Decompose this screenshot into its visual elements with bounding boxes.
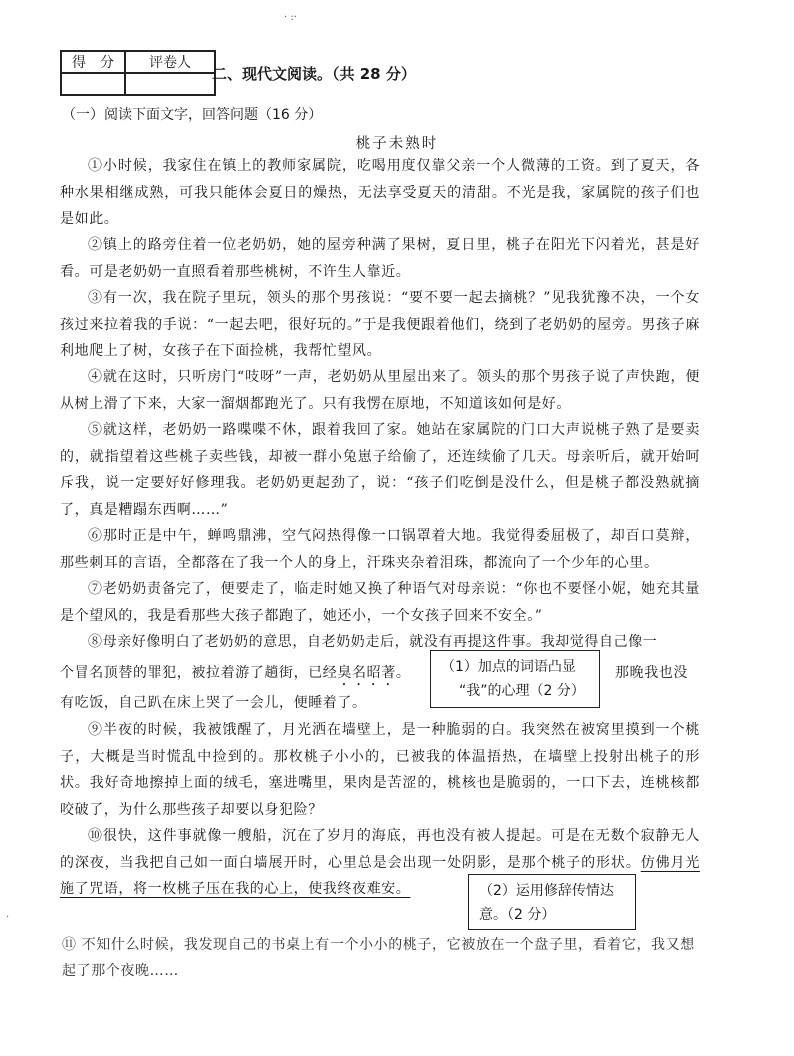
underlined-sentence: 仿佛月光施了咒语，将一枚桃子压在我的心上，使我终夜难安。 [60, 854, 700, 897]
stray-marks: · :· [284, 12, 297, 23]
annotation-box-1 [430, 650, 600, 708]
score-label: 得 分 [61, 51, 125, 73]
score-cell [61, 73, 125, 95]
paragraph-4: ④就在这时，只听房门“吱呀”一声，老奶奶从里屋出来了。领头的那个男孩子说了声快跑，便从树上滑了下来，大家一溜烟都跑光了。只有我愣在原地，不知道该如何是好。 [60, 369, 700, 412]
emphasized-word: 臭名昭著 [337, 664, 396, 681]
score-box [60, 50, 216, 96]
stray-dot: · [6, 912, 10, 923]
paragraph-5: ⑤就这样，老奶奶一路喋喋不休，跟着我回了家。她站在家属院的门口大声说桃子熟了是要卖的，就指望着这些桃子卖些钱，却被一群小兔崽子给偷了，还连续偷了几天。母亲听后，就开始呵斥我，说一定要好好修理我。老奶奶更起劲了，说：“孩子们吃倒是没什么，但是桃子都没熟就摘了，真是糟蹋东西啊……” [60, 422, 700, 518]
paragraph-8-line-2-tail: 那晚我也没 [615, 664, 688, 681]
paragraph-7: ⑦老奶奶责备完了，便要走了，临走时她又换了种语气对母亲说：“你也不要怪小妮，她充其量是个望风的，我是看那些大孩子都跑了，她还小，一个女孩子回来不安全。” [60, 581, 700, 624]
article-title: 桃子未熟时 [355, 136, 439, 152]
paragraph-8-line-1: ⑧母亲好像明白了老奶奶的意思，自老奶奶走后，就没有再提这件事。我却觉得自己像一 [88, 634, 658, 650]
grader-cell [125, 73, 215, 95]
paragraph-3: ③有一次，我在院子里玩，领头的那个男孩说：“要不要一起去摘桃？”见我犹豫不决，一个女孩过来拉着我的手说：“一起去吧，很好玩的。”于是我便跟着他们，绕到了老奶奶的屋旁。男孩子麻利地爬上了树，女孩子在下面捡桃，我帮忙望风。 [60, 290, 700, 359]
annotation-2-line-2: 意。（2 分） [479, 907, 556, 923]
paragraph-8 [60, 629, 700, 716]
paragraph-8-line-3: 有吃饭，自己趴在床上哭了一会儿，便睡着了。 [60, 694, 367, 711]
annotation-1-line-1: （1）加点的词语凸显 [441, 659, 576, 675]
paragraph-10-text: ⑩很快，这件事就像一艘船，沉在了岁月的海底，再也没有被人提起。可是在无数个寂静无人的深夜，当我把自己如一面白墙展开时，心里总是会出现一处阴影，是那个桃子的形状。 [60, 828, 700, 871]
paragraph-1: ①小时候，我家住在镇上的教师家属院，吃喝用度仅靠父亲一个人微薄的工资。到了夏天，各种水果相继成熟，可我只能体会夏日的燥热，无法享受夏天的清甜。不光是我，家属院的孩子们也是如此。 [60, 158, 700, 227]
paragraph-6: ⑥那时正是中午，蝉鸣鼎沸，空气闷热得像一口锅罩着大地。我觉得委屈极了，却百口莫辩，那些刺耳的言语，全都落在了我一个人的身上，汗珠夹杂着泪珠，都流向了一个少年的心里。 [60, 528, 700, 571]
paragraph-8-line-2-start: 个冒名顶替的罪犯，被拉着游了趟街，已经 [60, 664, 338, 681]
section-title: 二、现代文阅读。（共 28 分） [212, 65, 416, 83]
annotation-1-line-2: “我”的心理（2 分） [459, 683, 585, 699]
paragraph-8-line-2-end: 。 [395, 664, 411, 681]
grader-label: 评卷人 [125, 51, 215, 73]
sub-heading: （一）阅读下面文字，回答问题（16 分） [62, 107, 323, 123]
annotation-2-line-1: （2）运用修辞传情达 [479, 883, 614, 899]
paragraph-9: ⑨半夜的时候，我被饿醒了，月光洒在墙壁上，是一种脆弱的白。我突然在被窝里摸到一个桃子，大概是当时慌乱中捡到的。那枚桃子小小的，已被我的体温捂热，在墙壁上投射出桃子的形状。我好奇地擦掉上面的绒毛，塞进嘴里，果肉是苦涩的，桃核也是脆弱的，一口下去，连桃核都咬破了，为什么那些孩子却要以身犯险？ [60, 722, 700, 818]
paragraph-2: ②镇上的路旁住着一位老奶奶，她的屋旁种满了果树，夏日里，桃子在阳光下闪着光，甚是好看。可是老奶奶一直照看着那些桃树，不许生人靠近。 [60, 237, 700, 280]
cut-off-next-paragraph: ⑪ 不知什么时候，我发现自己的书桌上有一个小小的桃子，它被放在一个盘子里，看着它，我又想起了那个夜晚…… [62, 937, 695, 979]
annotation-box-2 [468, 874, 636, 930]
paragraph-8-line-2 [60, 656, 700, 690]
